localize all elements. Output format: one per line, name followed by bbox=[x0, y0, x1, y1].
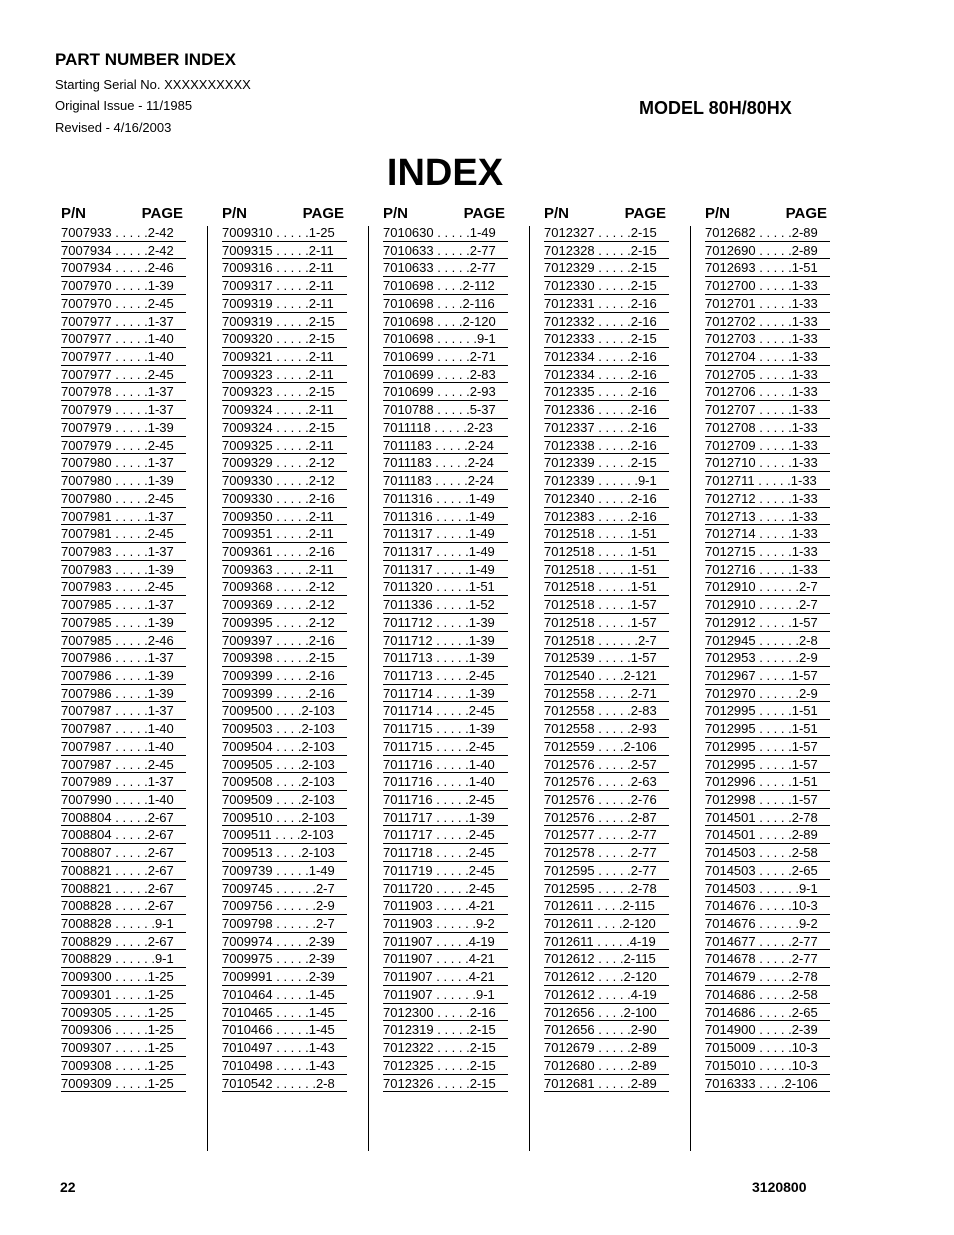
index-entry: 7009513 . . . .2-103 bbox=[222, 844, 347, 862]
index-entry: 7011316 . . . . .1-49 bbox=[383, 508, 508, 526]
index-title: INDEX bbox=[386, 152, 504, 194]
index-entry: 7012337 . . . . .2-16 bbox=[544, 419, 669, 437]
index-entry: 7012383 . . . . .2-16 bbox=[544, 508, 669, 526]
index-entry: 7012910 . . . . . .2-7 bbox=[705, 596, 830, 614]
index-column bbox=[705, 204, 830, 1092]
index-entry: 7012322 . . . . .2-15 bbox=[383, 1039, 508, 1057]
index-entry: 7012329 . . . . .2-15 bbox=[544, 259, 669, 277]
index-entry: 7012713 . . . . .1-33 bbox=[705, 508, 830, 526]
page-header: PAGE bbox=[463, 205, 505, 222]
index-entry: 7012576 . . . . .2-63 bbox=[544, 773, 669, 791]
index-entry: 7009398 . . . . .2-15 bbox=[222, 649, 347, 667]
index-entry: 7008828 . . . . .2-67 bbox=[61, 897, 186, 915]
index-entry: 7011718 . . . . .2-45 bbox=[383, 844, 508, 862]
index-entry: 7009974 . . . . .2-39 bbox=[222, 933, 347, 951]
index-entry: 7012656 . . . . .2-90 bbox=[544, 1021, 669, 1039]
index-entry: 7012334 . . . . .2-16 bbox=[544, 348, 669, 366]
index-entry: 7007987 . . . . .1-40 bbox=[61, 738, 186, 756]
index-entry: 7012704 . . . . .1-33 bbox=[705, 348, 830, 366]
index-entry: 7012996 . . . . .1-51 bbox=[705, 773, 830, 791]
index-entry: 7012334 . . . . .2-16 bbox=[544, 366, 669, 384]
index-entry: 7012716 . . . . .1-33 bbox=[705, 561, 830, 579]
index-entry: 7009511 . . . .2-103 bbox=[222, 826, 347, 844]
index-entry: 7012707 . . . . .1-33 bbox=[705, 401, 830, 419]
index-entry: 7010698 . . . .2-116 bbox=[383, 295, 508, 313]
index-entry: 7012690 . . . . .2-89 bbox=[705, 242, 830, 260]
index-entry: 7011907 . . . . .4-19 bbox=[383, 933, 508, 951]
index-entry: 7015009 . . . . .10-3 bbox=[705, 1039, 830, 1057]
index-entry: 7012319 . . . . .2-15 bbox=[383, 1021, 508, 1039]
index-entry: 7007985 . . . . .1-39 bbox=[61, 614, 186, 632]
index-entry: 7012518 . . . . .1-51 bbox=[544, 525, 669, 543]
index-entry: 7009363 . . . . .2-11 bbox=[222, 561, 347, 579]
index-entry: 7011317 . . . . .1-49 bbox=[383, 543, 508, 561]
index-entry: 7009509 . . . .2-103 bbox=[222, 791, 347, 809]
index-entry: 7009351 . . . . .2-11 bbox=[222, 525, 347, 543]
index-entry: 7009305 . . . . .1-25 bbox=[61, 1004, 186, 1022]
index-entry: 7011715 . . . . .2-45 bbox=[383, 738, 508, 756]
index-entry: 7009325 . . . . .2-11 bbox=[222, 437, 347, 455]
index-entry: 7012331 . . . . .2-16 bbox=[544, 295, 669, 313]
index-entry: 7012327 . . . . .2-15 bbox=[544, 224, 669, 242]
index-entry: 7012945 . . . . . .2-8 bbox=[705, 632, 830, 650]
index-entry: 7014503 . . . . .2-58 bbox=[705, 844, 830, 862]
index-entry: 7012518 . . . . . .2-7 bbox=[544, 632, 669, 650]
index-entry: 7009503 . . . .2-103 bbox=[222, 720, 347, 738]
index-entry: 7007980 . . . . .1-39 bbox=[61, 472, 186, 490]
index-entry: 7007986 . . . . .1-39 bbox=[61, 685, 186, 703]
index-entry: 7011713 . . . . .2-45 bbox=[383, 667, 508, 685]
index-entry: 7012702 . . . . .1-33 bbox=[705, 313, 830, 331]
model-label: MODEL 80H/80HX bbox=[639, 98, 792, 118]
index-entry: 7012328 . . . . .2-15 bbox=[544, 242, 669, 260]
column-divider bbox=[529, 226, 530, 1151]
index-entry: 7007983 . . . . .2-45 bbox=[61, 578, 186, 596]
index-entry: 7009330 . . . . .2-16 bbox=[222, 490, 347, 508]
index-entry: 7009756 . . . . . .2-9 bbox=[222, 897, 347, 915]
index-entry: 7007934 . . . . .2-46 bbox=[61, 259, 186, 277]
index-entry: 7012612 . . . . .4-19 bbox=[544, 986, 669, 1004]
index-entry: 7010497 . . . . .1-43 bbox=[222, 1039, 347, 1057]
index-entry: 7007987 . . . . .1-37 bbox=[61, 702, 186, 720]
index-entry: 7009329 . . . . .2-12 bbox=[222, 454, 347, 472]
index-entry: 7012518 . . . . .1-57 bbox=[544, 596, 669, 614]
index-entry: 7012330 . . . . .2-15 bbox=[544, 277, 669, 295]
index-entry: 7008804 . . . . .2-67 bbox=[61, 826, 186, 844]
index-entry: 7007970 . . . . .2-45 bbox=[61, 295, 186, 313]
index-entry: 7014686 . . . . .2-58 bbox=[705, 986, 830, 1004]
index-entry: 7012709 . . . . .1-33 bbox=[705, 437, 830, 455]
index-entry: 7009975 . . . . .2-39 bbox=[222, 950, 347, 968]
index-entry: 7012338 . . . . .2-16 bbox=[544, 437, 669, 455]
index-entry: 7012339 . . . . .2-15 bbox=[544, 454, 669, 472]
index-entry: 7009798 . . . . . .2-7 bbox=[222, 915, 347, 933]
index-entry: 7012339 . . . . . .9-1 bbox=[544, 472, 669, 490]
index-entry: 7009369 . . . . .2-12 bbox=[222, 596, 347, 614]
index-entry: 7009323 . . . . .2-11 bbox=[222, 366, 347, 384]
index-entry: 7011316 . . . . .1-49 bbox=[383, 490, 508, 508]
index-entry: 7011716 . . . . .2-45 bbox=[383, 791, 508, 809]
index-column bbox=[383, 204, 508, 1092]
column-header bbox=[222, 204, 347, 224]
index-entry: 7014503 . . . . .2-65 bbox=[705, 862, 830, 880]
serial-number-line: Starting Serial No. XXXXXXXXXX bbox=[55, 77, 251, 92]
index-entry: 7010542 . . . . . .2-8 bbox=[222, 1075, 347, 1093]
index-entry: 7012518 . . . . .1-51 bbox=[544, 578, 669, 596]
index-entry: 7012705 . . . . .1-33 bbox=[705, 366, 830, 384]
index-entry: 7010698 . . . . . .9-1 bbox=[383, 330, 508, 348]
index-entry: 7009321 . . . . .2-11 bbox=[222, 348, 347, 366]
index-entry: 7010699 . . . . .2-71 bbox=[383, 348, 508, 366]
page-header: PAGE bbox=[141, 205, 183, 222]
index-entry: 7009361 . . . . .2-16 bbox=[222, 543, 347, 561]
index-entry: 7008821 . . . . .2-67 bbox=[61, 862, 186, 880]
index-entry: 7012336 . . . . .2-16 bbox=[544, 401, 669, 419]
index-entry: 7012518 . . . . .1-51 bbox=[544, 543, 669, 561]
index-entry: 7007977 . . . . .1-40 bbox=[61, 348, 186, 366]
index-entry: 7010465 . . . . .1-45 bbox=[222, 1004, 347, 1022]
column-divider bbox=[368, 226, 369, 1151]
index-entry: 7012995 . . . . .1-57 bbox=[705, 756, 830, 774]
index-entry: 7012576 . . . . .2-57 bbox=[544, 756, 669, 774]
index-entry: 7009317 . . . . .2-11 bbox=[222, 277, 347, 295]
index-entry: 7010698 . . . .2-120 bbox=[383, 313, 508, 331]
index-entry: 7010633 . . . . .2-77 bbox=[383, 259, 508, 277]
index-entry: 7009319 . . . . .2-11 bbox=[222, 295, 347, 313]
index-entry: 7008807 . . . . .2-67 bbox=[61, 844, 186, 862]
index-entry: 7009319 . . . . .2-15 bbox=[222, 313, 347, 331]
index-entry: 7012693 . . . . .1-51 bbox=[705, 259, 830, 277]
index-entry: 7014676 . . . . .10-3 bbox=[705, 897, 830, 915]
index-entry: 7007977 . . . . .2-45 bbox=[61, 366, 186, 384]
index-entry: 7009745 . . . . . .2-7 bbox=[222, 880, 347, 898]
index-entry: 7007986 . . . . .1-37 bbox=[61, 649, 186, 667]
index-entry: 7012611 . . . . .4-19 bbox=[544, 933, 669, 951]
index-entry: 7012558 . . . . .2-83 bbox=[544, 702, 669, 720]
index-column bbox=[222, 204, 347, 1092]
index-entry: 7009508 . . . .2-103 bbox=[222, 773, 347, 791]
index-entry: 7012595 . . . . .2-77 bbox=[544, 862, 669, 880]
index-entry: 7007983 . . . . .1-37 bbox=[61, 543, 186, 561]
index-entry: 7009510 . . . .2-103 bbox=[222, 809, 347, 827]
index-entry: 7011183 . . . . .2-24 bbox=[383, 472, 508, 490]
index-entry: 7009306 . . . . .1-25 bbox=[61, 1021, 186, 1039]
index-entry: 7012681 . . . . .2-89 bbox=[544, 1075, 669, 1093]
index-entry: 7007978 . . . . .1-37 bbox=[61, 383, 186, 401]
index-entry: 7011336 . . . . .1-52 bbox=[383, 596, 508, 614]
index-entry: 7007989 . . . . .1-37 bbox=[61, 773, 186, 791]
index-entry: 7011118 . . . . .2-23 bbox=[383, 419, 508, 437]
index-entry: 7014900 . . . . .2-39 bbox=[705, 1021, 830, 1039]
index-entry: 7011720 . . . . .2-45 bbox=[383, 880, 508, 898]
index-entry: 7011903 . . . . .4-21 bbox=[383, 897, 508, 915]
index-entry: 7007934 . . . . .2-42 bbox=[61, 242, 186, 260]
column-header bbox=[544, 204, 669, 224]
index-entry: 7012578 . . . . .2-77 bbox=[544, 844, 669, 862]
index-entry: 7009368 . . . . .2-12 bbox=[222, 578, 347, 596]
index-entry: 7014686 . . . . .2-65 bbox=[705, 1004, 830, 1022]
index-entry: 7010498 . . . . .1-43 bbox=[222, 1057, 347, 1075]
index-entry: 7012682 . . . . .2-89 bbox=[705, 224, 830, 242]
index-entry: 7010466 . . . . .1-45 bbox=[222, 1021, 347, 1039]
index-entry: 7014501 . . . . .2-89 bbox=[705, 826, 830, 844]
index-entry: 7012518 . . . . .1-51 bbox=[544, 561, 669, 579]
index-entry: 7011714 . . . . .1-39 bbox=[383, 685, 508, 703]
index-entry: 7012953 . . . . . .2-9 bbox=[705, 649, 830, 667]
index-entry: 7012967 . . . . .1-57 bbox=[705, 667, 830, 685]
index-entry: 7007987 . . . . .1-40 bbox=[61, 720, 186, 738]
index-entry: 7011903 . . . . . .9-2 bbox=[383, 915, 508, 933]
index-entry: 7012558 . . . . .2-71 bbox=[544, 685, 669, 703]
index-entry: 7007985 . . . . .1-37 bbox=[61, 596, 186, 614]
index-entry: 7012912 . . . . .1-57 bbox=[705, 614, 830, 632]
column-divider bbox=[207, 226, 208, 1151]
index-entry: 7007986 . . . . .1-39 bbox=[61, 667, 186, 685]
index-entry: 7009399 . . . . .2-16 bbox=[222, 667, 347, 685]
index-entry: 7011719 . . . . .2-45 bbox=[383, 862, 508, 880]
column-header bbox=[383, 204, 508, 224]
index-entry: 7010699 . . . . .2-93 bbox=[383, 383, 508, 401]
index-entry: 7008804 . . . . .2-67 bbox=[61, 809, 186, 827]
index-entry: 7016333 . . . .2-106 bbox=[705, 1075, 830, 1093]
index-entry: 7009310 . . . . .1-25 bbox=[222, 224, 347, 242]
index-entry: 7012558 . . . . .2-93 bbox=[544, 720, 669, 738]
index-entry: 7007979 . . . . .2-45 bbox=[61, 437, 186, 455]
page-header: PAGE bbox=[624, 205, 666, 222]
index-entry: 7012340 . . . . .2-16 bbox=[544, 490, 669, 508]
pn-header: P/N bbox=[383, 205, 409, 222]
index-entry: 7011183 . . . . .2-24 bbox=[383, 454, 508, 472]
index-entry: 7007970 . . . . .1-39 bbox=[61, 277, 186, 295]
index-entry: 7011716 . . . . .1-40 bbox=[383, 773, 508, 791]
index-entry: 7007980 . . . . .2-45 bbox=[61, 490, 186, 508]
index-entry: 7009504 . . . .2-103 bbox=[222, 738, 347, 756]
index-entry: 7012539 . . . . .1-57 bbox=[544, 649, 669, 667]
index-entry: 7014677 . . . . .2-77 bbox=[705, 933, 830, 951]
index-entry: 7012540 . . . .2-121 bbox=[544, 667, 669, 685]
document-number: 3120800 bbox=[752, 1179, 807, 1195]
index-entry: 7011717 . . . . .2-45 bbox=[383, 826, 508, 844]
index-entry: 7012333 . . . . .2-15 bbox=[544, 330, 669, 348]
index-entry: 7012710 . . . . .1-33 bbox=[705, 454, 830, 472]
index-entry: 7007985 . . . . .2-46 bbox=[61, 632, 186, 650]
index-entry: 7009505 . . . .2-103 bbox=[222, 756, 347, 774]
revised-line: Revised - 4/16/2003 bbox=[55, 120, 172, 135]
index-entry: 7008829 . . . . . .9-1 bbox=[61, 950, 186, 968]
column-header bbox=[61, 204, 186, 224]
index-entry: 7011907 . . . . . .9-1 bbox=[383, 986, 508, 1004]
index-entry: 7014678 . . . . .2-77 bbox=[705, 950, 830, 968]
index-entry: 7009397 . . . . .2-16 bbox=[222, 632, 347, 650]
index-entry: 7009399 . . . . .2-16 bbox=[222, 685, 347, 703]
index-entry: 7012559 . . . .2-106 bbox=[544, 738, 669, 756]
index-entry: 7012970 . . . . . .2-9 bbox=[705, 685, 830, 703]
index-entry: 7012711 . . . . .1-33 bbox=[705, 472, 830, 490]
index-entry: 7009395 . . . . .2-12 bbox=[222, 614, 347, 632]
index-entry: 7011907 . . . . .4-21 bbox=[383, 968, 508, 986]
index-entry: 7012612 . . . .2-115 bbox=[544, 950, 669, 968]
index-entry: 7012995 . . . . .1-51 bbox=[705, 720, 830, 738]
index-entry: 7011712 . . . . .1-39 bbox=[383, 632, 508, 650]
index-entry: 7011716 . . . . .1-40 bbox=[383, 756, 508, 774]
index-entry: 7012300 . . . . .2-16 bbox=[383, 1004, 508, 1022]
index-entry: 7011317 . . . . .1-49 bbox=[383, 525, 508, 543]
index-entry: 7009308 . . . . .1-25 bbox=[61, 1057, 186, 1075]
index-entry: 7007979 . . . . .1-37 bbox=[61, 401, 186, 419]
page-header: PAGE bbox=[302, 205, 344, 222]
index-entry: 7012708 . . . . .1-33 bbox=[705, 419, 830, 437]
index-entry: 7008828 . . . . . .9-1 bbox=[61, 915, 186, 933]
index-entry: 7010630 . . . . .1-49 bbox=[383, 224, 508, 242]
index-entry: 7007933 . . . . .2-42 bbox=[61, 224, 186, 242]
index-entry: 7007981 . . . . .2-45 bbox=[61, 525, 186, 543]
index-entry: 7010788 . . . . .5-37 bbox=[383, 401, 508, 419]
index-entry: 7009320 . . . . .2-15 bbox=[222, 330, 347, 348]
page-header: PAGE bbox=[785, 205, 827, 222]
index-entry: 7009316 . . . . .2-11 bbox=[222, 259, 347, 277]
index-entry: 7007979 . . . . .1-39 bbox=[61, 419, 186, 437]
pn-header: P/N bbox=[222, 205, 248, 222]
index-entry: 7012576 . . . . .2-87 bbox=[544, 809, 669, 827]
index-entry: 7012612 . . . .2-120 bbox=[544, 968, 669, 986]
index-entry: 7010699 . . . . .2-83 bbox=[383, 366, 508, 384]
index-entry: 7012995 . . . . .1-57 bbox=[705, 738, 830, 756]
index-entry: 7011712 . . . . .1-39 bbox=[383, 614, 508, 632]
index-entry: 7009330 . . . . .2-12 bbox=[222, 472, 347, 490]
index-entry: 7012998 . . . . .1-57 bbox=[705, 791, 830, 809]
index-entry: 7007990 . . . . .1-40 bbox=[61, 791, 186, 809]
index-entry: 7012995 . . . . .1-51 bbox=[705, 702, 830, 720]
index-entry: 7007980 . . . . .1-37 bbox=[61, 454, 186, 472]
index-entry: 7010633 . . . . .2-77 bbox=[383, 242, 508, 260]
index-entry: 7012679 . . . . .2-89 bbox=[544, 1039, 669, 1057]
page-number: 22 bbox=[60, 1179, 76, 1195]
index-entry: 7012701 . . . . .1-33 bbox=[705, 295, 830, 313]
index-entry: 7012611 . . . .2-120 bbox=[544, 915, 669, 933]
header-title: PART NUMBER INDEX bbox=[55, 50, 237, 69]
original-issue-line: Original Issue - 11/1985 bbox=[55, 98, 193, 113]
index-entry: 7012325 . . . . .2-15 bbox=[383, 1057, 508, 1075]
index-entry: 7009315 . . . . .2-11 bbox=[222, 242, 347, 260]
index-entry: 7012656 . . . .2-100 bbox=[544, 1004, 669, 1022]
index-entry: 7009991 . . . . .2-39 bbox=[222, 968, 347, 986]
index-entry: 7015010 . . . . .10-3 bbox=[705, 1057, 830, 1075]
index-entry: 7011183 . . . . .2-24 bbox=[383, 437, 508, 455]
index-entry: 7012611 . . . .2-115 bbox=[544, 897, 669, 915]
index-entry: 7011907 . . . . .4-21 bbox=[383, 950, 508, 968]
index-entry: 7012706 . . . . .1-33 bbox=[705, 383, 830, 401]
index-entry: 7009500 . . . .2-103 bbox=[222, 702, 347, 720]
index-entry: 7009350 . . . . .2-11 bbox=[222, 508, 347, 526]
index-entry: 7007977 . . . . .1-40 bbox=[61, 330, 186, 348]
index-entry: 7009324 . . . . .2-11 bbox=[222, 401, 347, 419]
index-entry: 7007987 . . . . .2-45 bbox=[61, 756, 186, 774]
index-entry: 7007977 . . . . .1-37 bbox=[61, 313, 186, 331]
index-entry: 7007981 . . . . .1-37 bbox=[61, 508, 186, 526]
index-entry: 7009300 . . . . .1-25 bbox=[61, 968, 186, 986]
column-header bbox=[705, 204, 830, 224]
index-entry: 7014679 . . . . .2-78 bbox=[705, 968, 830, 986]
index-entry: 7009307 . . . . .1-25 bbox=[61, 1039, 186, 1057]
index-entry: 7011714 . . . . .2-45 bbox=[383, 702, 508, 720]
index-entry: 7012518 . . . . .1-57 bbox=[544, 614, 669, 632]
index-entry: 7012680 . . . . .2-89 bbox=[544, 1057, 669, 1075]
index-column bbox=[61, 204, 186, 1092]
pn-header: P/N bbox=[705, 205, 731, 222]
index-entry: 7011715 . . . . .1-39 bbox=[383, 720, 508, 738]
index-entry: 7009323 . . . . .2-15 bbox=[222, 383, 347, 401]
index-entry: 7012700 . . . . .1-33 bbox=[705, 277, 830, 295]
index-entry: 7008821 . . . . .2-67 bbox=[61, 880, 186, 898]
index-entry: 7007983 . . . . .1-39 bbox=[61, 561, 186, 579]
index-entry: 7012326 . . . . .2-15 bbox=[383, 1075, 508, 1093]
column-divider bbox=[690, 226, 691, 1151]
pn-header: P/N bbox=[61, 205, 87, 222]
index-entry: 7009739 . . . . .1-49 bbox=[222, 862, 347, 880]
index-column bbox=[544, 204, 669, 1092]
index-entry: 7011717 . . . . .1-39 bbox=[383, 809, 508, 827]
index-entry: 7009309 . . . . .1-25 bbox=[61, 1075, 186, 1093]
index-entry: 7012576 . . . . .2-76 bbox=[544, 791, 669, 809]
index-entry: 7010464 . . . . .1-45 bbox=[222, 986, 347, 1004]
index-entry: 7012703 . . . . .1-33 bbox=[705, 330, 830, 348]
index-entry: 7012577 . . . . .2-77 bbox=[544, 826, 669, 844]
index-entry: 7009324 . . . . .2-15 bbox=[222, 419, 347, 437]
index-entry: 7012712 . . . . .1-33 bbox=[705, 490, 830, 508]
index-entry: 7010698 . . . .2-112 bbox=[383, 277, 508, 295]
index-entry: 7011320 . . . . .1-51 bbox=[383, 578, 508, 596]
index-entry: 7012715 . . . . .1-33 bbox=[705, 543, 830, 561]
index-entry: 7012332 . . . . .2-16 bbox=[544, 313, 669, 331]
index-entry: 7012335 . . . . .2-16 bbox=[544, 383, 669, 401]
index-entry: 7008829 . . . . .2-67 bbox=[61, 933, 186, 951]
index-entry: 7011713 . . . . .1-39 bbox=[383, 649, 508, 667]
index-entry: 7014676 . . . . . .9-2 bbox=[705, 915, 830, 933]
index-entry: 7014501 . . . . .2-78 bbox=[705, 809, 830, 827]
index-entry: 7012714 . . . . .1-33 bbox=[705, 525, 830, 543]
index-entry: 7011317 . . . . .1-49 bbox=[383, 561, 508, 579]
pn-header: P/N bbox=[544, 205, 570, 222]
index-entry: 7014503 . . . . . .9-1 bbox=[705, 880, 830, 898]
index-entry: 7012910 . . . . . .2-7 bbox=[705, 578, 830, 596]
index-entry: 7012595 . . . . .2-78 bbox=[544, 880, 669, 898]
index-entry: 7009301 . . . . .1-25 bbox=[61, 986, 186, 1004]
